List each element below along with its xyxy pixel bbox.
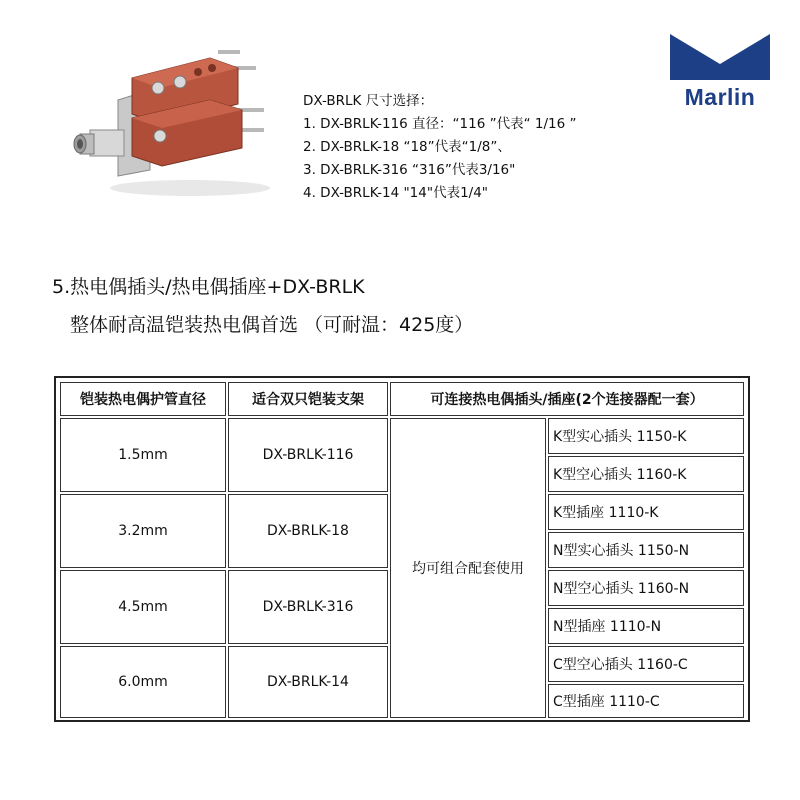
logo-text: Marlin bbox=[684, 84, 756, 110]
table-cell-bracket: DX-BRLK-116 bbox=[228, 418, 388, 492]
table-cell-connector: C型插座 1110-C bbox=[548, 684, 744, 718]
table-cell-diameter: 4.5mm bbox=[60, 570, 226, 644]
table-cell-connector: C型空心插头 1160-C bbox=[548, 646, 744, 682]
table-cell-bracket: DX-BRLK-316 bbox=[228, 570, 388, 644]
table-cell-combined-note: 均可组合配套使用 bbox=[390, 418, 546, 718]
section-headline: 5.热电偶插头/热电偶插座+DX-BRLK bbox=[52, 276, 365, 298]
table-cell-connector: N型空心插头 1160-N bbox=[548, 570, 744, 606]
table-cell-connector: K型插座 1110-K bbox=[548, 494, 744, 530]
size-selection-list bbox=[303, 90, 577, 205]
table-cell-diameter: 6.0mm bbox=[60, 646, 226, 718]
size-list-item: 3. DX-BRLK-316 “316”代表3/16" bbox=[303, 162, 516, 178]
header-diameter: 铠装热电偶护管直径 bbox=[60, 382, 226, 416]
size-list-item: 1. DX-BRLK-116 直径：“116 ”代表“ 1/16 ” bbox=[303, 116, 577, 132]
table-cell-connector: K型空心插头 1160-K bbox=[548, 456, 744, 492]
size-list-item: 4. DX-BRLK-14 "14"代表1/4" bbox=[303, 185, 489, 201]
header-bracket: 适合双只铠装支架 bbox=[228, 382, 388, 416]
size-list-title: DX-BRLK 尺寸选择： bbox=[303, 93, 434, 109]
table-cell-connector: K型实心插头 1150-K bbox=[548, 418, 744, 454]
section-subline: 整体耐高温铠装热电偶首选 （可耐温：425度） bbox=[70, 314, 474, 336]
compatibility-table bbox=[54, 376, 750, 722]
product-photo bbox=[70, 38, 280, 208]
size-list-item: 2. DX-BRLK-18 “18”代表“1/8”、 bbox=[303, 139, 511, 155]
table-cell-connector: N型插座 1110-N bbox=[548, 608, 744, 644]
table-cell-diameter: 3.2mm bbox=[60, 494, 226, 568]
thermocouple-connector-image bbox=[70, 38, 280, 208]
table-cell-bracket: DX-BRLK-14 bbox=[228, 646, 388, 718]
table-cell-diameter: 1.5mm bbox=[60, 418, 226, 492]
table-cell-bracket: DX-BRLK-18 bbox=[228, 494, 388, 568]
table-cell-connector: N型实心插头 1150-N bbox=[548, 532, 744, 568]
header-connectors: 可连接热电偶插头/插座(2个连接器配一套） bbox=[390, 382, 744, 416]
marlin-logo bbox=[668, 32, 772, 110]
